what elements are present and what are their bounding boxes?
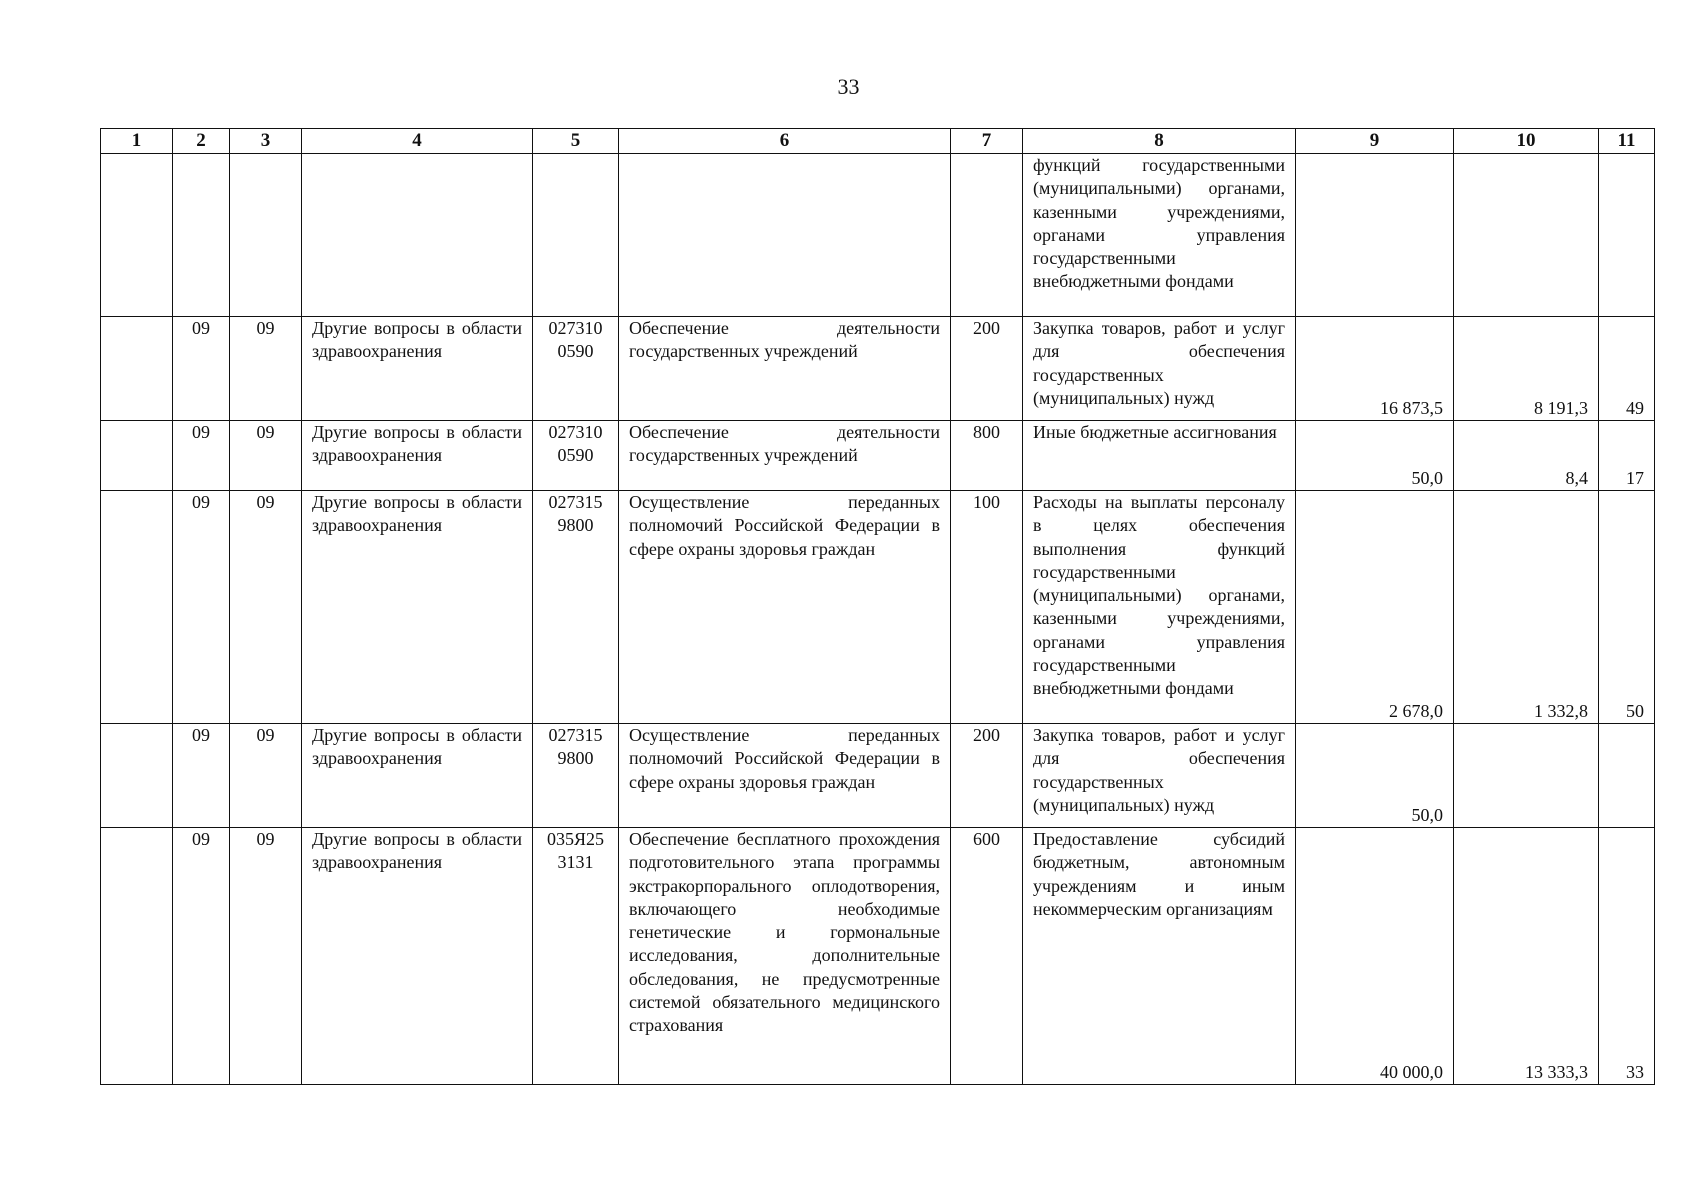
cell-col-11: 33	[1599, 828, 1655, 1085]
cell-col-8: Закупка товаров, работ и услуг для обеспечения государственных (муниципальных) нужд	[1023, 724, 1296, 828]
code-line: 035Я25	[546, 829, 604, 849]
table-row	[101, 491, 1655, 724]
cell-col-9: 40 000,0	[1296, 828, 1454, 1085]
cell-col-8: Предоставление субсидий бюджетным, автономным учреждениям и иным некоммерческим организациям	[1023, 828, 1296, 1085]
cell-col-4: Другие вопросы в области здравоохранения	[302, 421, 533, 491]
table-row	[101, 724, 1655, 828]
cell-col-6: Осуществление переданных полномочий Российской Федерации в сфере охраны здоровья граждан	[619, 491, 951, 724]
table-body	[101, 154, 1655, 1085]
cell-col-5	[533, 154, 619, 317]
column-header: 7	[951, 129, 1023, 154]
cell-col-3: 09	[230, 724, 302, 828]
cell-col-11: 49	[1599, 317, 1655, 421]
cell-col-4	[302, 154, 533, 317]
cell-col-11	[1599, 724, 1655, 828]
budget-table	[100, 128, 1655, 1085]
cell-col-2: 09	[173, 317, 230, 421]
cell-col-2: 09	[173, 724, 230, 828]
cell-col-1	[101, 317, 173, 421]
page-number: 33	[837, 74, 860, 99]
cell-col-5	[533, 828, 619, 1085]
cell-col-7	[951, 154, 1023, 317]
code-line: 9800	[557, 515, 594, 536]
cell-col-11	[1599, 154, 1655, 317]
code-line: 027310	[548, 422, 603, 442]
cell-col-8: функций государственными (муниципальными) органами, казенными учреждениями, органами управления государственными внебюджетными фондами	[1023, 154, 1296, 317]
column-header: 3	[230, 129, 302, 154]
cell-col-5	[533, 491, 619, 724]
column-header: 5	[533, 129, 619, 154]
code-line: 027315	[548, 725, 603, 745]
cell-col-11: 17	[1599, 421, 1655, 491]
cell-col-5	[533, 317, 619, 421]
cell-col-9: 50,0	[1296, 724, 1454, 828]
cell-col-1	[101, 421, 173, 491]
cell-col-3: 09	[230, 317, 302, 421]
cell-col-10	[1454, 724, 1599, 828]
code-line: 0590	[557, 341, 594, 362]
cell-col-3: 09	[230, 491, 302, 724]
cell-col-4: Другие вопросы в области здравоохранения	[302, 724, 533, 828]
column-header: 1	[101, 129, 173, 154]
cell-col-8: Расходы на выплаты персоналу в целях обеспечения выполнения функций государственными (муниципальными) органами, казенными учреждениями, органами управления государственными внебюджетными фондами	[1023, 491, 1296, 724]
column-header: 8	[1023, 129, 1296, 154]
code-line: 0590	[557, 445, 594, 466]
cell-col-6	[619, 154, 951, 317]
column-header: 11	[1599, 129, 1655, 154]
cell-col-8: Закупка товаров, работ и услуг для обеспечения государственных (муниципальных) нужд	[1023, 317, 1296, 421]
cell-col-9: 2 678,0	[1296, 491, 1454, 724]
cell-col-5	[533, 724, 619, 828]
cell-col-1	[101, 724, 173, 828]
table-header-row	[101, 129, 1655, 154]
code-line: 9800	[557, 748, 594, 769]
column-header: 2	[173, 129, 230, 154]
cell-col-7: 100	[951, 491, 1023, 724]
cell-col-10: 1 332,8	[1454, 491, 1599, 724]
cell-col-5	[533, 421, 619, 491]
code-line: 027315	[548, 492, 603, 512]
column-header: 6	[619, 129, 951, 154]
cell-col-2: 09	[173, 491, 230, 724]
cell-col-9	[1296, 154, 1454, 317]
cell-col-4: Другие вопросы в области здравоохранения	[302, 317, 533, 421]
cell-col-9: 16 873,5	[1296, 317, 1454, 421]
cell-col-10	[1454, 154, 1599, 317]
code-line: 3131	[557, 852, 594, 873]
cell-col-7: 200	[951, 724, 1023, 828]
table-row	[101, 421, 1655, 491]
cell-col-10: 8 191,3	[1454, 317, 1599, 421]
code-line: 027310	[548, 318, 603, 338]
table-row	[101, 828, 1655, 1085]
column-header: 9	[1296, 129, 1454, 154]
cell-col-10: 8,4	[1454, 421, 1599, 491]
cell-col-2: 09	[173, 828, 230, 1085]
cell-col-6: Осуществление переданных полномочий Российской Федерации в сфере охраны здоровья граждан	[619, 724, 951, 828]
cell-col-3: 09	[230, 421, 302, 491]
cell-col-6: Обеспечение бесплатного прохождения подготовительного этапа программы экстракорпорального оплодотворения, включающего необходимые генетические и гормональные исследования, дополнительные обследования, не предусмотренные системой обязательного медицинского страхования	[619, 828, 951, 1085]
cell-col-1	[101, 154, 173, 317]
cell-col-7: 200	[951, 317, 1023, 421]
cell-col-2: 09	[173, 421, 230, 491]
cell-col-3	[230, 154, 302, 317]
cell-col-4: Другие вопросы в области здравоохранения	[302, 828, 533, 1085]
cell-col-6: Обеспечение деятельности государственных учреждений	[619, 317, 951, 421]
table-row	[101, 317, 1655, 421]
cell-col-7: 600	[951, 828, 1023, 1085]
table-row	[101, 154, 1655, 317]
cell-col-11: 50	[1599, 491, 1655, 724]
cell-col-2	[173, 154, 230, 317]
cell-col-10: 13 333,3	[1454, 828, 1599, 1085]
cell-col-3: 09	[230, 828, 302, 1085]
cell-col-4: Другие вопросы в области здравоохранения	[302, 491, 533, 724]
cell-col-7: 800	[951, 421, 1023, 491]
cell-col-1	[101, 491, 173, 724]
column-header: 4	[302, 129, 533, 154]
column-header: 10	[1454, 129, 1599, 154]
cell-col-8: Иные бюджетные ассигнования	[1023, 421, 1296, 491]
cell-col-1	[101, 828, 173, 1085]
cell-col-9: 50,0	[1296, 421, 1454, 491]
cell-col-6: Обеспечение деятельности государственных учреждений	[619, 421, 951, 491]
